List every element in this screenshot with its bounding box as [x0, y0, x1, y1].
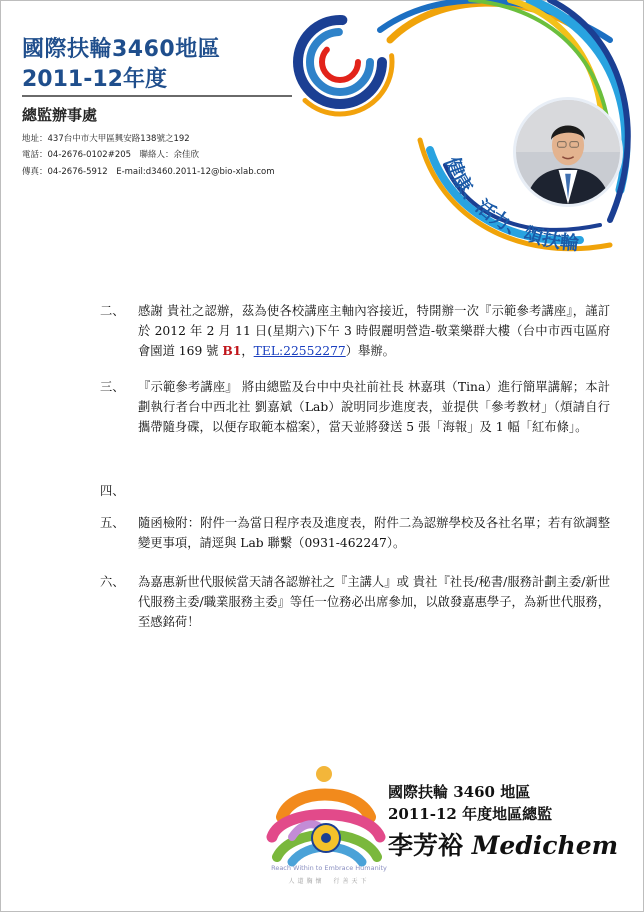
- tel-link[interactable]: TEL:22552277: [253, 344, 346, 358]
- logo-subcaption: 人道胸懷 行善天下: [288, 878, 370, 885]
- item-text: 為嘉惠新世代服候當天請各認辦社之『主講人』或 貴社『社長/秘書/服務計劃主委/新世代服務主委/職業服務主委』等任一位務必出席參加，以啟發嘉惠學子，為新世代服務，至感銘荷！: [138, 575, 610, 629]
- svg-text:健康、活力、頌扶輪: [440, 153, 580, 255]
- separator-comma: ，: [241, 344, 254, 358]
- header-divider: [22, 95, 292, 97]
- item-number: 五、: [100, 516, 125, 530]
- item-number: 二、: [100, 304, 125, 318]
- item-number: 三、: [100, 380, 125, 394]
- item-number: 四、: [100, 484, 125, 498]
- item-text: 隨函檢附：附件一為當日程序表及進度表，附件二為認辦學校及各社名單；若有欲調整變更事項，請逕與 Lab 聯繫（0931-462247）。: [138, 516, 610, 550]
- item-text: 『示範參考講座』 將由總監及台中中央社前社長 林嘉琪（Tina）進行簡單講解；本計劃執行者台中西北社 劉嘉斌（Lab）說明同步進度表，並提供「參考教材」（煩請自行攜帶隨身碟，以便存取範本檔案），當天並將發送 5 張「海報」及 1 幅「紅布條」。: [138, 380, 610, 434]
- fax-email-line: 傳真：04-2676-5912 E-mail:d3460.2011-12@bio-xlab.com: [22, 167, 275, 177]
- item-text-main: 感謝 貴社之認辦，茲為使各校講座主軸內容接近，特開辦一次『示範參考講座』，謹訂於 2012 年 2 月 11 日(星期六)下午 3 時假麗明營造-敬業樂群大樓（台中市西屯區府會園道 169 號: [138, 304, 610, 358]
- signature-name: [388, 826, 618, 862]
- slogan-curved-text: [430, 150, 644, 280]
- venue-floor: B1: [222, 343, 242, 358]
- signature-district: 國際扶輪 3460 地區: [388, 783, 531, 801]
- office-name: 總監辦事處: [22, 106, 98, 124]
- address-line: 地址：437台中市大甲區興安路138號之192: [22, 134, 190, 144]
- district-title: 國際扶輪3460地區: [22, 37, 221, 62]
- signature-name-zh: 李芳裕: [388, 831, 464, 860]
- item-text-end: ）舉辦。: [345, 344, 395, 358]
- year-title: 2011-12年度: [22, 67, 167, 92]
- item-text: [138, 301, 610, 361]
- slogan-text: 健康、活力、頌扶輪: [440, 154, 581, 255]
- signature-name-en: Medichem: [471, 831, 619, 860]
- phone-line: 電話：04-2676-0102#205 聯絡人：余佳欣: [22, 150, 200, 160]
- logo-caption: Reach Within to Embrace Humanity: [271, 864, 387, 872]
- signature-role: 2011-12 年度地區總監: [388, 805, 553, 823]
- item-number: 六、: [100, 575, 125, 589]
